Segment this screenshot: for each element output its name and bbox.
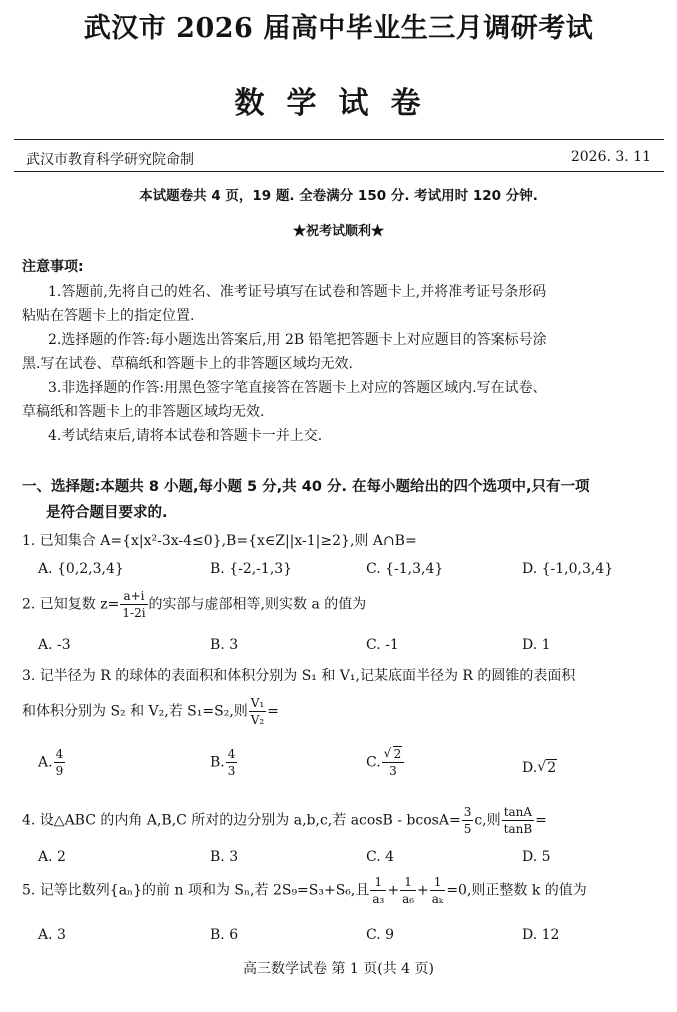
q1-option-c: C. {-1,3,4} [366, 561, 444, 577]
q3-option-d [522, 760, 557, 776]
q5-prefix: 5. 记等比数列{aₙ}的前 n 项和为 Sₙ,若 2S₉=S₃+S₆,且 [22, 882, 370, 899]
note-line: 草稿纸和答题卡上的非答题区域均无效. [22, 404, 265, 420]
exam-title: 武汉市 2026 届高中毕业生三月调研考试 [83, 13, 594, 44]
q5-f3-num: 1 [430, 876, 446, 891]
q3-b-fraction [226, 748, 238, 777]
q3-d-label: D. [522, 760, 538, 776]
note-item [22, 280, 652, 328]
question-5-stem: 5. 记等比数列{aₙ}的前 n 项和为 Sₙ,若 2S₉=S₃+S₆,且 $\frac{1}{\text{a₃}}$ + $\frac{1}{\text{a₆}}$ + $\frac{1}{\text{aₖ}}$ =0,则正整数 k 的值为 [22, 875, 587, 906]
note-line: 黑.写在试卷、草稿纸和答题卡上的非答题区域均无效. [22, 356, 353, 372]
q5-f2-den: a₆ [402, 892, 415, 906]
q2-option-a: A. -3 [38, 637, 71, 653]
q4-option-b: B. 3 [210, 849, 239, 865]
q3-fraction [249, 697, 266, 726]
question-3-line2 [22, 697, 279, 726]
q3-c-label: C. [366, 754, 381, 771]
q4-frac-num: 3 [463, 805, 472, 819]
q3-line2-prefix: 和体积分别为 S₂ 和 V₂,若 S₁=S₂,则 [22, 703, 248, 720]
q2-frac-den: 1-2i [122, 606, 146, 620]
q4-suffix: = [535, 812, 547, 829]
q5-fraction-3 [430, 876, 446, 905]
q4-option-d: D. 5 [522, 849, 551, 865]
q2-option-b: B. 3 [210, 637, 239, 653]
q1-option-b: B. {-2,-1,3} [210, 561, 293, 577]
section-line: 是符合题目要求的. [46, 505, 168, 521]
exam-date: 2026. 3. 11 [570, 149, 651, 165]
q3-a-fraction [54, 748, 66, 777]
note-item [22, 328, 652, 376]
q5-f1-num: 1 [370, 876, 386, 891]
q5-f2-num: 1 [400, 876, 416, 891]
q4-fraction-ratio [462, 806, 474, 835]
q3-b-label: B. [210, 754, 225, 771]
exam-info: 本试题卷共 4 页，19 题. 全卷满分 150 分. 考试用时 120 分钟. [139, 188, 538, 204]
q3-frac-num: V₁ [250, 696, 265, 710]
q4-fraction-tan [502, 806, 535, 835]
q3-line2-suffix: = [267, 703, 279, 720]
q5-f1-den: a₃ [372, 892, 385, 906]
header-divider-lower [14, 171, 664, 172]
sqrt-symbol: √ 2 [537, 759, 557, 776]
q5-option-d: D. 12 [522, 927, 560, 943]
q2-prefix: 2. 已知复数 z= [22, 596, 120, 613]
q4-option-a: A. 2 [38, 849, 66, 865]
q5-option-a: A. 3 [38, 927, 66, 943]
q5-fraction-2 [400, 876, 416, 905]
q3-frac-den: V₂ [250, 713, 265, 727]
q5-option-b: B. 6 [210, 927, 239, 943]
q4-middle: c,则 [474, 812, 501, 829]
q5-fraction-1 [370, 876, 386, 905]
q3-a-label: A. [38, 754, 53, 771]
q2-option-d: D. 1 [522, 637, 551, 653]
sqrt-symbol: √ 2 [383, 746, 402, 761]
q2-suffix: 的实部与虚部相等,则实数 a 的值为 [148, 596, 367, 613]
page-footer: 高三数学试卷 第 1 页(共 4 页) [243, 961, 434, 977]
q4-frac2-num: tanA [502, 806, 535, 821]
q5-f3-den: aₖ [431, 892, 444, 906]
question-3-line1: 3. 记半径为 R 的球体的表面积和体积分别为 S₁ 和 V₁,记某底面半径为 R 的圆锥的表面积 [22, 668, 576, 684]
q3-c-fraction [382, 748, 405, 777]
q5-option-c: C. 9 [366, 927, 395, 943]
q1-option-a: A. {0,2,3,4} [38, 561, 124, 577]
q3-b-den: 3 [227, 764, 236, 778]
note-line: 4.考试结束后,请将本试卷和答题卡一并上交. [48, 428, 323, 444]
q4-frac-den: 5 [463, 822, 472, 836]
blessing: ★祝考试顺利★ [292, 224, 384, 239]
q2-frac-num: a+i [120, 590, 147, 605]
notes-title: 注意事项: [22, 259, 84, 275]
note-item [22, 376, 652, 424]
q3-b-num: 4 [227, 747, 236, 761]
section-heading [22, 474, 662, 526]
q3-option-c [366, 748, 405, 777]
q4-frac2-den: tanB [503, 822, 533, 836]
note-line: 粘贴在答题卡上的指定位置. [22, 308, 195, 324]
q1-option-d: D. {-1,0,3,4} [522, 561, 614, 577]
q5-suffix: =0,则正整数 k 的值为 [446, 882, 587, 899]
question-4-stem [22, 806, 547, 835]
q3-c-num [382, 748, 405, 763]
note-line: 2.选择题的作答:每小题选出答案后,用 2B 铅笔把答题卡上对应题目的答案标号涂 [48, 332, 547, 348]
q3-c-den: 3 [389, 764, 397, 778]
q3-option-b [210, 748, 238, 777]
q2-fraction [120, 590, 147, 619]
q2-option-c: C. -1 [366, 637, 399, 653]
q3-option-a [38, 748, 66, 777]
publisher: 武汉市教育科学研究院命制 [26, 152, 194, 168]
section-line: 一、选择题:本题共 8 小题,每小题 5 分,共 40 分. 在每小题给出的四个选项中,只有一项 [22, 479, 590, 495]
q3-a-num: 4 [55, 747, 64, 761]
exam-subject: 数学试卷 [234, 86, 443, 121]
note-item [22, 424, 652, 448]
q3-a-den: 9 [55, 764, 64, 778]
note-line: 1.答题前,先将自己的姓名、准考证号填写在试卷和答题卡上,并将准考证号条形码 [48, 284, 547, 300]
question-1-stem: 1. 已知集合 A={x|x²-3x-4≤0},B={x∈Z||x-1|≥2},则 A∩B= [22, 533, 417, 549]
q4-option-c: C. 4 [366, 849, 395, 865]
note-line: 3.非选择题的作答:用黑色签字笔直接答在答题卡上对应的答题区域内.写在试卷、 [48, 380, 547, 396]
q4-prefix: 4. 设△ABC 的内角 A,B,C 所对的边分别为 a,b,c,若 acosB - bcosA= [22, 812, 461, 829]
question-2-stem [22, 590, 366, 619]
header-divider [14, 139, 664, 140]
